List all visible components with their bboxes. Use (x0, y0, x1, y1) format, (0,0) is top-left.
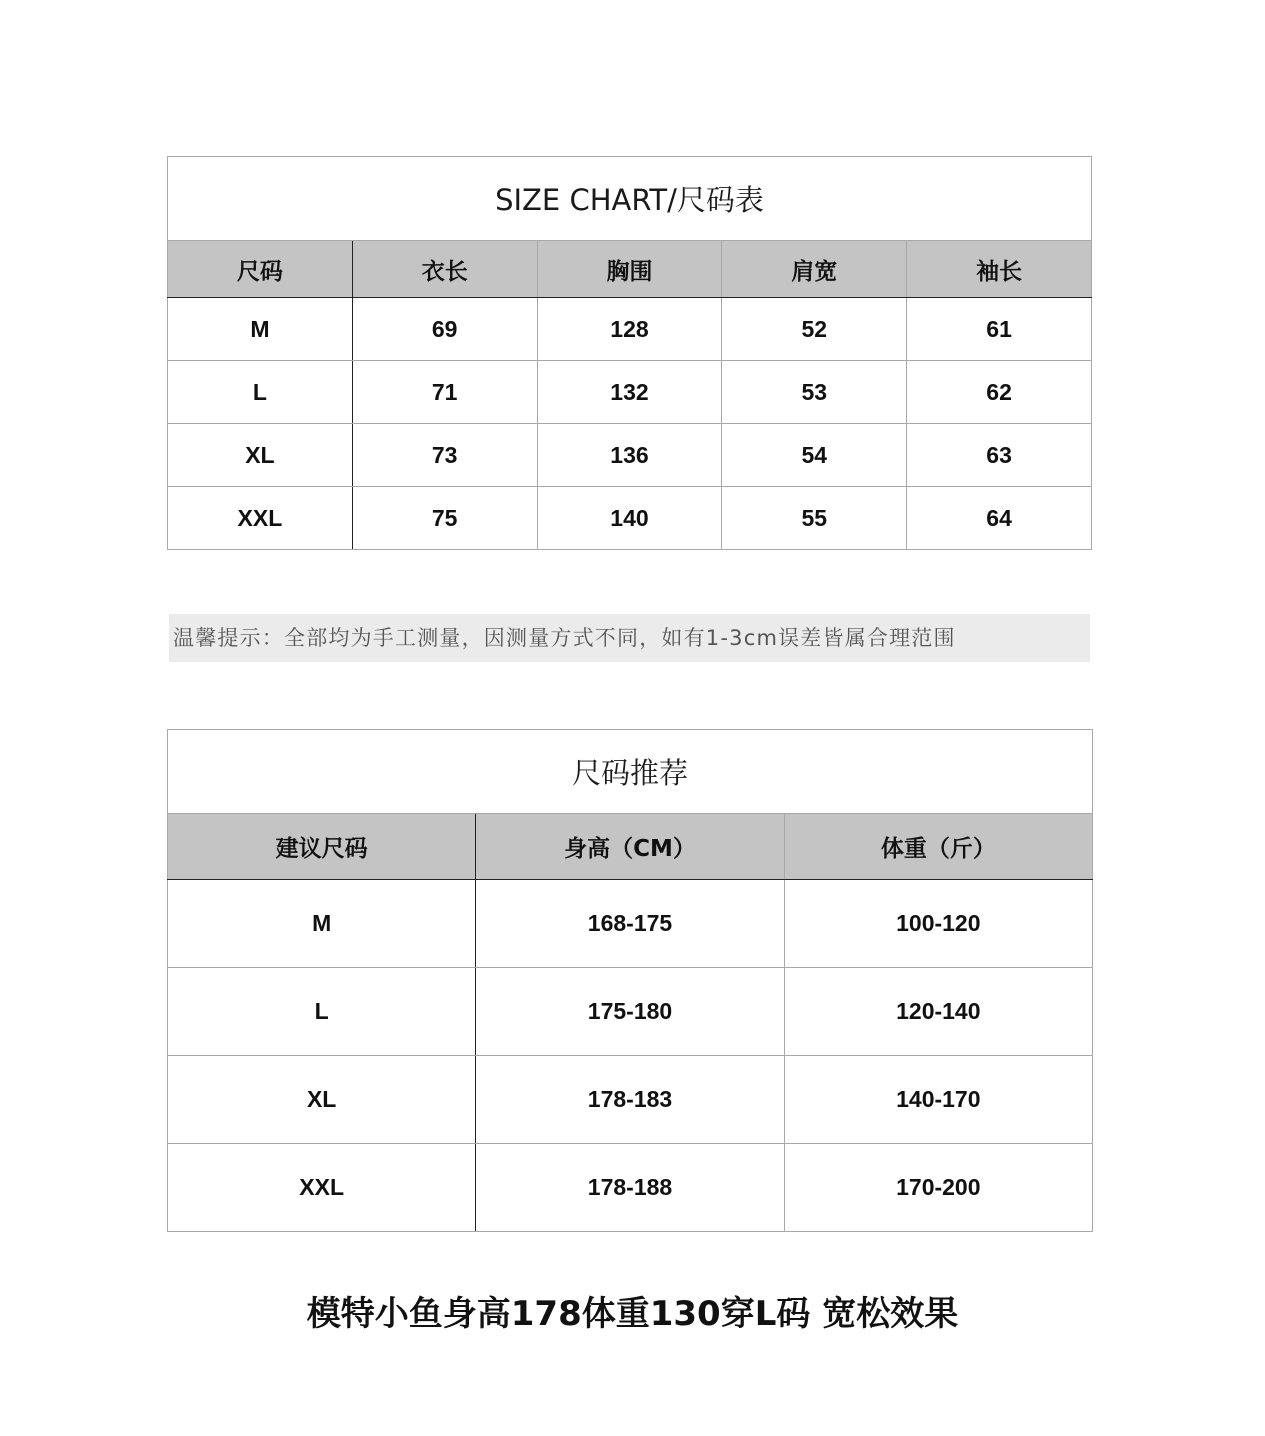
height-cell: 178-188 (476, 1144, 784, 1232)
shoulder-cell: 52 (722, 298, 907, 361)
recommendation-header-size: 建议尺码 (168, 814, 476, 880)
weight-cell: 120-140 (784, 968, 1092, 1056)
chest-cell: 140 (537, 487, 722, 550)
sleeve-cell: 62 (907, 361, 1092, 424)
measurement-tip: 温馨提示：全部均为手工测量，因测量方式不同，如有1-3cm误差皆属合理范围 (169, 614, 1090, 662)
size-cell: M (168, 298, 353, 361)
table-row (168, 1056, 1093, 1144)
size-cell: M (168, 880, 476, 968)
table-row (168, 487, 1092, 550)
size-cell: XXL (168, 1144, 476, 1232)
height-cell: 178-183 (476, 1056, 784, 1144)
weight-cell: 140-170 (784, 1056, 1092, 1144)
chest-cell: 128 (537, 298, 722, 361)
shoulder-cell: 55 (722, 487, 907, 550)
shoulder-cell: 53 (722, 361, 907, 424)
size-cell: XL (168, 424, 353, 487)
recommendation-title: 尺码推荐 (168, 730, 1093, 814)
length-cell: 73 (352, 424, 537, 487)
length-cell: 71 (352, 361, 537, 424)
model-fit-note: 模特小鱼身高178体重130穿L码 宽松效果 (306, 1294, 959, 1334)
length-cell: 69 (352, 298, 537, 361)
size-cell: L (168, 361, 353, 424)
size-recommendation-table (167, 729, 1093, 1232)
size-chart-header-shoulder: 肩宽 (722, 241, 907, 298)
table-row (168, 880, 1093, 968)
size-cell: XXL (168, 487, 353, 550)
recommendation-header-height: 身高（CM） (476, 814, 784, 880)
height-cell: 168-175 (476, 880, 784, 968)
weight-cell: 170-200 (784, 1144, 1092, 1232)
size-chart-table (167, 156, 1092, 550)
length-cell: 75 (352, 487, 537, 550)
size-chart-header-chest: 胸围 (537, 241, 722, 298)
size-cell: XL (168, 1056, 476, 1144)
height-cell: 175-180 (476, 968, 784, 1056)
table-row (168, 1144, 1093, 1232)
sleeve-cell: 64 (907, 487, 1092, 550)
recommendation-header-weight: 体重（斤） (784, 814, 1092, 880)
table-row (168, 968, 1093, 1056)
size-cell: L (168, 968, 476, 1056)
sleeve-cell: 63 (907, 424, 1092, 487)
table-row (168, 361, 1092, 424)
size-chart-title: SIZE CHART/尺码表 (168, 157, 1092, 241)
size-chart-header-length: 衣长 (352, 241, 537, 298)
weight-cell: 100-120 (784, 880, 1092, 968)
sleeve-cell: 61 (907, 298, 1092, 361)
chest-cell: 136 (537, 424, 722, 487)
table-row (168, 298, 1092, 361)
table-row (168, 424, 1092, 487)
size-chart-header-sleeve: 袖长 (907, 241, 1092, 298)
size-chart-header-size: 尺码 (168, 241, 353, 298)
shoulder-cell: 54 (722, 424, 907, 487)
chest-cell: 132 (537, 361, 722, 424)
